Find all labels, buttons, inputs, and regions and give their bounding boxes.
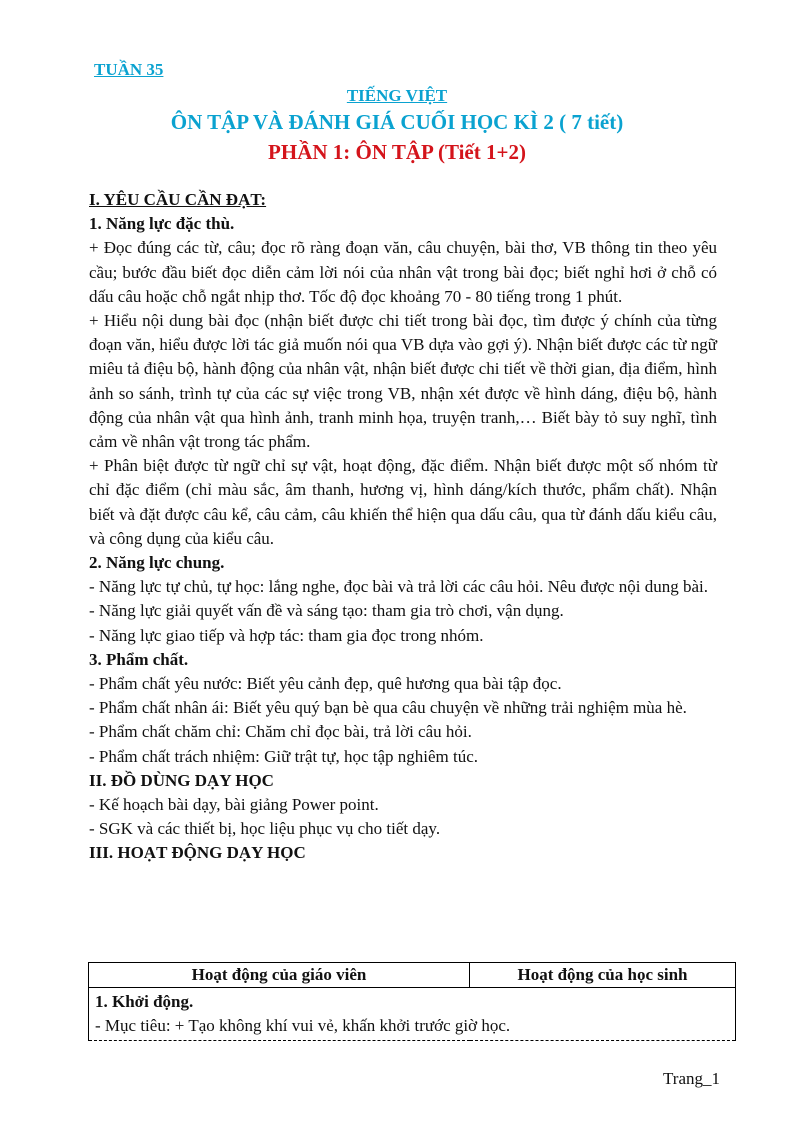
column-header-teacher: Hoạt động của giáo viên <box>89 963 470 988</box>
activity-goal: - Mục tiêu: + Tạo không khí vui vẻ, khấn khởi trước giờ học. <box>95 1016 511 1035</box>
lesson-title: ÔN TẬP VÀ ĐÁNH GIÁ CUỐI HỌC KÌ 2 ( 7 tiết) <box>170 110 624 134</box>
section-heading-activities: III. HOẠT ĐỘNG DẠY HỌC <box>89 843 306 863</box>
list-item: - Phẩm chất nhân ái: Biết yêu quý bạn bè qua câu chuyện về những trải nghiệm mùa hè. <box>89 698 687 718</box>
list-item: - Năng lực giao tiếp và hợp tác: tham gia đọc trong nhóm. <box>89 625 484 645</box>
table-row <box>89 988 736 1041</box>
list-item: - Kế hoạch bài dạy, bài giảng Power point. <box>89 795 379 815</box>
section-heading-requirements: I. YÊU CẦU CẦN ĐẠT: <box>89 190 267 209</box>
list-item: - Năng lực tự chủ, tự học: lắng nghe, đọc bài và trả lời các câu hỏi. Nêu được nội dung bài. <box>89 577 708 597</box>
document-body <box>89 188 717 866</box>
subheading-qualities: 3. Phẩm chất. <box>89 649 189 669</box>
part-title: PHẦN 1: ÔN TẬP (Tiết 1+2) <box>268 140 526 164</box>
subheading-specific-competence: 1. Năng lực đặc thù. <box>89 214 235 234</box>
page-number: Trang_1 <box>663 1069 720 1088</box>
activities-table <box>88 962 736 1041</box>
list-item: - Phẩm chất trách nhiệm: Giữ trật tự, học tập nghiêm túc. <box>89 746 479 766</box>
activity-title: 1. Khởi động. <box>95 992 194 1011</box>
subheading-general-competence: 2. Năng lực chung. <box>89 553 225 573</box>
table-header-row <box>89 963 736 988</box>
list-item: - Phẩm chất chăm chỉ: Chăm chỉ đọc bài, trả lời câu hỏi. <box>89 722 472 742</box>
list-item: - SGK và các thiết bị, học liệu phục vụ cho tiết dạy. <box>89 819 441 839</box>
paragraph: + Hiểu nội dung bài đọc (nhận biết được chi tiết trong bài đọc, tìm được ý chính của từng đoạn văn, hiểu được lời tác giả muốn nói qua VB dựa vào gợi ý). Nhận biết được các từ ngữ miêu tả điệu bộ, hành động của nhân vật, nhận biết được chi tiết về thời gian, địa điểm, hình ảnh so sánh, trình tự của các sự việc trong VB, nhận xét được về hình dáng, điệu bộ, hành động của nhân vật qua hình ảnh, tranh minh họa, truyện tranh,… Biết bày tỏ suy nghĩ, tình cảm về nhân vật trong tác phẩm. <box>89 311 717 452</box>
list-item: - Năng lực giải quyết vấn đề và sáng tạo: tham gia trò chơi, vận dụng. <box>89 601 564 621</box>
week-label: TUẦN 35 <box>94 60 164 79</box>
table-cell <box>89 988 736 1041</box>
paragraph: + Đọc đúng các từ, câu; đọc rõ ràng đoạn văn, câu chuyện, bài thơ, VB thông tin theo yêu cầu; bước đầu biết đọc diễn cảm lời nói của nhân vật trong bài đọc; biết nghỉ hơi ở chỗ có dấu câu hoặc chỗ ngắt nhịp thơ. Tốc độ đọc khoảng 70 - 80 tiếng trong 1 phút. <box>89 238 717 306</box>
paragraph: + Phân biệt được từ ngữ chỉ sự vật, hoạt động, đặc điểm. Nhận biết được một số nhóm từ chỉ đặc điểm (chỉ màu sắc, âm thanh, hương vị, hình dáng/kích thước, phẩm chất). Nhận biết và đặt được câu kể, câu cảm, câu khiến thể hiện qua dấu câu, qua từ đánh dấu kiểu câu, và công dụng của kiểu câu. <box>89 456 717 548</box>
section-heading-materials: II. ĐỒ DÙNG DẠY HỌC <box>89 770 274 790</box>
column-header-student: Hoạt động của học sinh <box>470 963 736 988</box>
list-item: - Phẩm chất yêu nước: Biết yêu cảnh đẹp, quê hương qua bài tập đọc. <box>89 674 562 694</box>
subject-heading: TIẾNG VIỆT <box>346 86 448 105</box>
